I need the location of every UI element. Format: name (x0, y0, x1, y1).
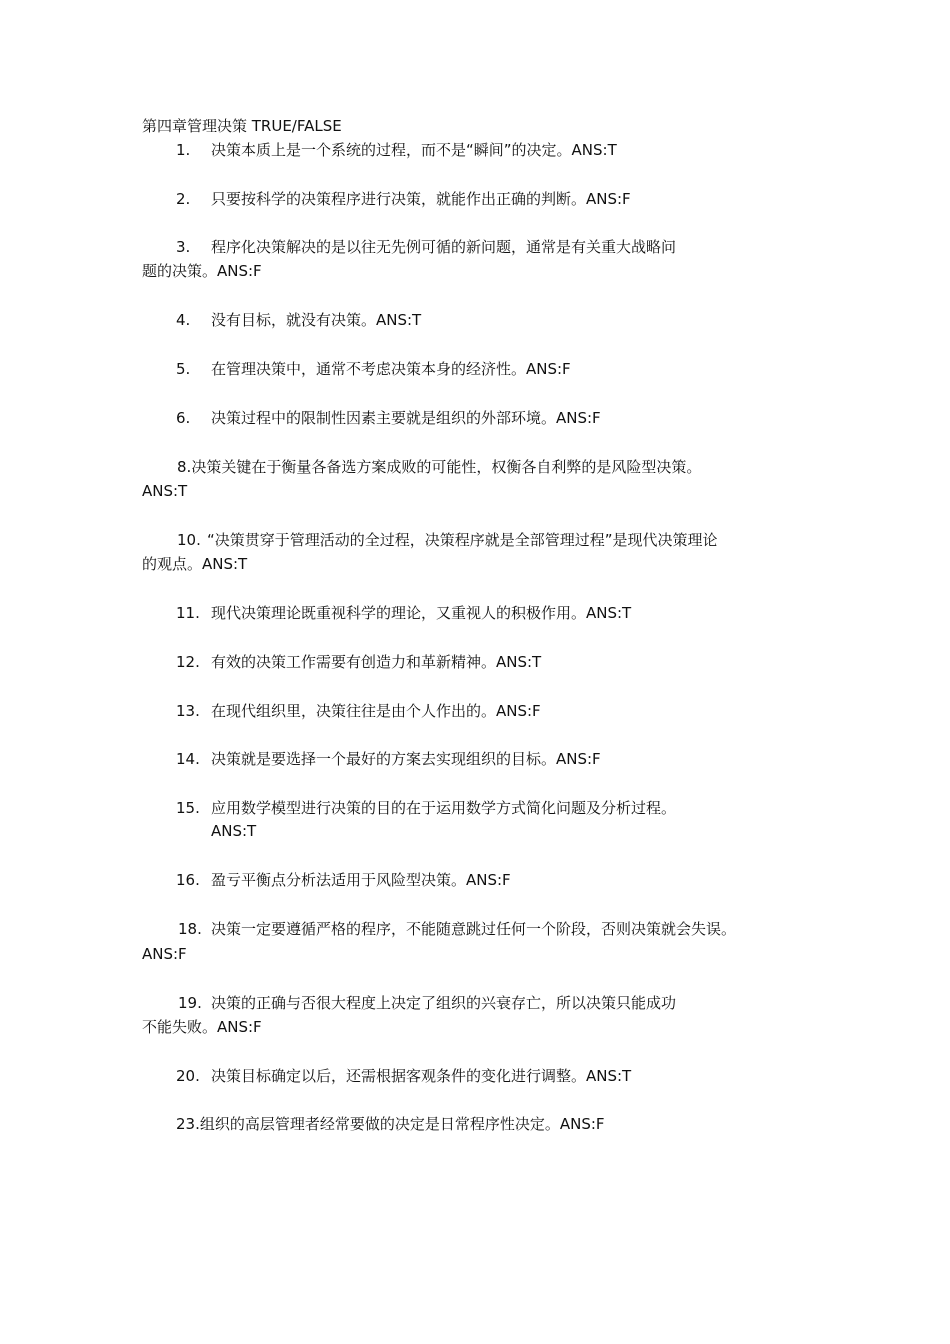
item-continuation: 的观点。ANS:T (142, 555, 248, 573)
item-text: “决策贯穿于管理活动的全过程，决策程序就是全部管理过程”是现代决策理论 (207, 531, 718, 549)
item-text: 决策过程中的限制性因素主要就是组织的外部环境。ANS:F (211, 409, 601, 427)
item-number: 2. (176, 190, 191, 208)
item-number: 11. (176, 604, 200, 622)
item-text: 盈亏平衡点分析法适用于风险型决策。ANS:F (211, 871, 511, 889)
item-text: 应用数学模型进行决策的目的在于运用数学方式简化问题及分析过程。 (211, 799, 677, 817)
item-continuation: 题的决策。ANS:F (142, 262, 262, 280)
item-text: 没有目标，就没有决策。ANS:T (211, 311, 422, 329)
item-text: 程序化决策解决的是以往无先例可循的新问题，通常是有关重大战略问 (211, 238, 677, 256)
list-item (176, 749, 601, 769)
list-item (176, 237, 676, 257)
list-item (176, 189, 631, 209)
item-number: 5. (176, 360, 191, 378)
item-text: 决策目标确定以后，还需根据客观条件的变化进行调整。ANS:T (211, 1067, 632, 1085)
item-text: 决策的正确与否很大程度上决定了组织的兴衰存亡，所以决策只能成功 (211, 994, 677, 1012)
item-text: 现代决策理论既重视科学的理论，又重视人的积极作用。ANS:T (211, 604, 632, 622)
list-item (177, 457, 701, 477)
item-text: 决策一定要遵循严格的程序，不能随意跳过任何一个阶段，否则决策就会失误。 (211, 920, 737, 938)
list-item (176, 701, 541, 721)
item-number: 10. (177, 531, 201, 549)
item-continuation: ANS:F (142, 945, 187, 963)
item-text: 有效的决策工作需要有创造力和革新精神。ANS:T (211, 653, 542, 671)
item-continuation: ANS:T (211, 822, 257, 840)
item-number: 16. (176, 871, 200, 889)
item-text: 组织的高层管理者经常要做的决定是日常程序性决定。ANS:F (199, 1115, 605, 1133)
item-number: 12. (176, 653, 200, 671)
list-item (178, 919, 736, 939)
item-number: 3. (176, 238, 191, 256)
item-text: 在现代组织里，决策往往是由个人作出的。ANS:F (211, 702, 541, 720)
item-number: 1. (176, 141, 191, 159)
list-item (176, 359, 571, 379)
item-continuation: 不能失败。ANS:F (142, 1018, 262, 1036)
item-number: 13. (176, 702, 200, 720)
item-number: 15. (176, 799, 200, 817)
item-text: 在管理决策中，通常不考虑决策本身的经济性。ANS:F (211, 360, 571, 378)
item-number: 18. (178, 920, 202, 938)
list-item (176, 603, 631, 623)
list-item (176, 652, 541, 672)
item-number: 20. (176, 1067, 200, 1085)
item-text: 决策关键在于衡量各备选方案成败的可能性，权衡各自利弊的是风险型决策。 (191, 458, 702, 476)
item-number: 6. (176, 409, 191, 427)
item-continuation: ANS:T (142, 482, 188, 500)
item-text: 决策就是要选择一个最好的方案去实现组织的目标。ANS:F (211, 750, 601, 768)
item-number: 19. (178, 994, 202, 1012)
list-item (176, 798, 676, 818)
item-number: 23. (176, 1115, 200, 1133)
item-number: 4. (176, 311, 191, 329)
list-item (178, 993, 676, 1013)
list-item (176, 870, 511, 890)
item-number: 14. (176, 750, 200, 768)
list-item (177, 530, 718, 550)
list-item (176, 1114, 605, 1134)
item-number: 8. (177, 458, 192, 476)
list-item (176, 310, 421, 330)
list-item (176, 1066, 631, 1086)
item-text: 只要按科学的决策程序进行决策，就能作出正确的判断。ANS:F (211, 190, 631, 208)
document-title: 第四章管理决策 TRUE/FALSE (142, 117, 342, 135)
list-item (176, 408, 601, 428)
list-item (176, 140, 617, 160)
item-text: 决策本质上是一个系统的过程，而不是“瞬间”的决定。ANS:T (211, 141, 617, 159)
